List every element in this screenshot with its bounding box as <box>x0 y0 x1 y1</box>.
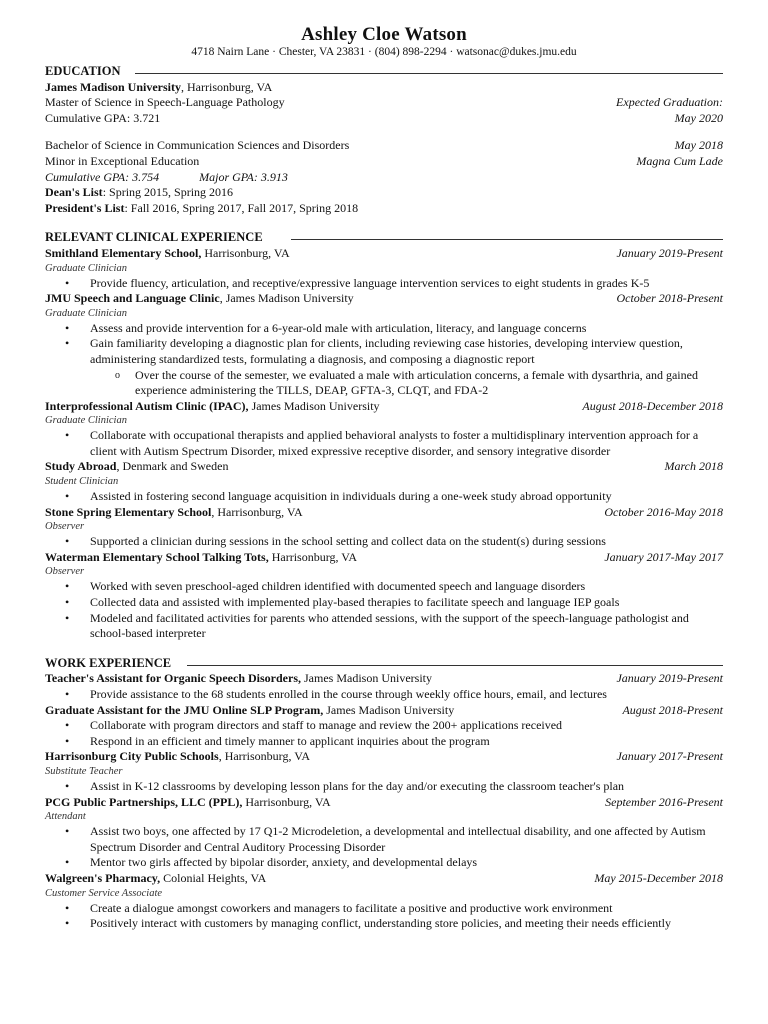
entry-header-row <box>45 795 723 811</box>
experience-entry <box>45 459 723 504</box>
entry-bullets <box>45 779 723 795</box>
resume-body <box>45 62 723 932</box>
entry-bullets <box>45 534 723 550</box>
entry-date: March 2018 <box>664 459 723 474</box>
entry-header-row <box>45 871 723 887</box>
entry-role: Graduate Clinician <box>45 415 127 427</box>
entry-date: January 2017-May 2017 <box>604 549 723 564</box>
entry-organization: Interprofessional Autism Clinic (IPAC), <box>45 398 249 413</box>
entry-location: James Madison University <box>248 398 380 413</box>
entry-role: Observer <box>45 521 85 533</box>
entry-header-row <box>45 749 723 765</box>
section-title-text: WORK EXPERIENCE <box>45 655 172 670</box>
entry-location: , James Madison University <box>219 291 354 306</box>
bs-honor: Magna Cum Lade <box>636 153 723 168</box>
entry-location: Harrisonburg, VA <box>201 245 290 260</box>
deans-list-value: : Spring 2015, Spring 2016 <box>102 185 234 200</box>
experience-entry <box>45 671 723 702</box>
presidents-list-value: : Fall 2016, Spring 2017, Fall 2017, Spring 2018 <box>124 200 359 215</box>
entry-organization: Walgreen's Pharmacy, <box>45 870 161 885</box>
bullet-item: • Provide assistance to the 68 students enrolled in the course through weekly office hours, email, and lectures <box>45 687 723 703</box>
entry-org-location <box>45 871 266 887</box>
entry-bullets <box>45 276 723 292</box>
entry-header-row <box>45 550 723 566</box>
section-clinical-title <box>45 230 723 246</box>
section-rule <box>291 239 723 240</box>
entry-header-row <box>45 505 723 521</box>
entry-organization: Teacher's Assistant for Organic Speech Disorders, <box>45 671 301 686</box>
school-name: James Madison University <box>45 79 181 94</box>
section-title-text: RELEVANT CLINICAL EXPERIENCE <box>45 230 263 245</box>
entry-bullets <box>45 824 723 871</box>
entry-location: James Madison University <box>301 671 432 686</box>
entry-org-location <box>45 246 290 262</box>
entry-role: Customer Service Associate <box>45 887 163 899</box>
entry-role: Student Clinician <box>45 476 119 488</box>
entry-header-row <box>45 459 723 475</box>
entry-organization: Harrisonburg City Public Schools <box>45 749 219 764</box>
entry-role: Graduate Clinician <box>45 262 127 274</box>
ms-degree-row <box>45 95 723 111</box>
education-school-row <box>45 80 723 96</box>
bs-minor: Minor in Exceptional Education <box>45 153 200 168</box>
entry-header-row <box>45 291 723 307</box>
entry-org-location <box>45 550 357 566</box>
work-experience-list <box>45 671 723 931</box>
section-rule <box>187 665 723 666</box>
entry-org-location <box>45 749 310 765</box>
entry-organization: Stone Spring Elementary School <box>45 504 212 519</box>
entry-bullets <box>45 687 723 703</box>
entry-role: Observer <box>45 566 85 578</box>
entry-location: James Madison University <box>323 702 455 717</box>
bullet-item: • Assist in K-12 classrooms by developing lesson plans for the day and/or executing the classroom teacher's plan <box>45 779 723 795</box>
ms-gpa: Cumulative GPA: 3.721 <box>45 110 161 125</box>
experience-entry <box>45 550 723 642</box>
entry-location: Harrisonburg, VA <box>268 549 358 564</box>
education-section <box>45 80 723 217</box>
spacer <box>45 126 723 138</box>
entry-header-row <box>45 703 723 719</box>
entry-org-location <box>45 671 432 687</box>
bullet-item: • Create a dialogue amongst coworkers and managers to facilitate a positive and productive work environment <box>45 901 723 917</box>
entry-location: , Harrisonburg, VA <box>211 504 303 519</box>
entry-bullets <box>45 901 723 932</box>
experience-entry <box>45 291 723 399</box>
entry-org-location <box>45 399 380 415</box>
ms-grad-date: May 2020 <box>674 110 723 125</box>
entry-header-row <box>45 671 723 687</box>
experience-entry <box>45 749 723 794</box>
entry-date: October 2016-May 2018 <box>604 504 723 519</box>
bs-date: May 2018 <box>674 138 723 153</box>
bs-minor-row <box>45 154 723 170</box>
entry-location: , Denmark and Sweden <box>116 459 229 474</box>
school-location: , Harrisonburg, VA <box>181 79 273 94</box>
experience-entry <box>45 399 723 460</box>
entry-location: , Harrisonburg, VA <box>218 749 311 764</box>
bullet-item: • Collaborate with occupational therapists and applied behavioral analysts to foster a multidisplinary intervention approach for a client with Autism Spectrum Disorder, mixed expressive receptive disorder, and sensory integrative disorder <box>45 428 723 459</box>
bullet-item: • Supported a clinician during sessions in the school setting and collect data on the student(s) during sessions <box>45 534 723 550</box>
experience-entry <box>45 703 723 750</box>
bs-degree-row <box>45 138 723 154</box>
bullet-item: • Assist two boys, one affected by 17 Q1-2 Microdeletion, a developmental and intellectual disability, and one affected by Autism Spectrum Disorder and Central Auditory Processing Disorder <box>45 824 723 855</box>
bullet-item: • Provide fluency, articulation, and receptive/expressive language intervention services to eight students in grades K-5 <box>45 276 723 292</box>
ms-gpa-row <box>45 111 723 127</box>
bs-major-gpa: Major GPA: 3.913 <box>199 169 288 184</box>
bullet-item: • Respond in an efficient and timely manner to applicant inquiries about the program <box>45 734 723 750</box>
entry-location: Colonial Heights, VA <box>160 870 267 885</box>
entry-organization: Study Abroad <box>45 459 117 474</box>
bullet-item: • Assisted in fostering second language acquisition in individuals during a one-week study abroad opportunity <box>45 489 723 505</box>
entry-role: Attendant <box>45 811 86 823</box>
bullet-item: • Mentor two girls affected by bipolar disorder, anxiety, and developmental delays <box>45 855 723 871</box>
entry-header-row <box>45 246 723 262</box>
section-rule <box>135 73 723 74</box>
sub-bullet-item: o Over the course of the semester, we evaluated a male with articulation concerns, a female with dysarthria, and gained experience administering the TILLS, DEAP, GFTA-3, CLQT, and FDA-2 <box>45 368 723 399</box>
bs-degree: Bachelor of Science in Communication Sciences and Disorders <box>45 138 350 153</box>
entry-bullets <box>45 718 723 749</box>
clinical-experience-list <box>45 246 723 642</box>
entry-date: January 2019-Present <box>616 245 723 260</box>
bullet-item: • Gain familiarity developing a diagnostic plan for clients, including reviewing case histories, developing interview question, administering standardized tests, formulating a diagnosis, and composing a diagnostic report <box>45 336 723 367</box>
entry-organization: PCG Public Partnerships, LLC (PPL), <box>45 794 243 809</box>
entry-organization: Graduate Assistant for the JMU Online SLP Program, <box>45 702 324 717</box>
entry-bullets <box>45 428 723 459</box>
entry-organization: Smithland Elementary School, <box>45 245 202 260</box>
entry-organization: Waterman Elementary School Talking Tots, <box>45 549 269 564</box>
experience-entry <box>45 246 723 291</box>
ms-grad-label: Expected Graduation: <box>616 95 723 110</box>
entry-date: September 2016-Present <box>605 794 723 809</box>
entry-date: January 2017-Present <box>616 749 723 764</box>
entry-org-location <box>45 703 454 719</box>
entry-org-location <box>45 795 331 811</box>
bullet-item: • Modeled and facilitated activities for parents who attended sessions, with the support of the speech-language pathologist and school-based interpreter <box>45 611 723 642</box>
bullet-item: • Assess and provide intervention for a 6-year-old male with articulation, literacy, and language concerns <box>45 321 723 337</box>
experience-entry <box>45 795 723 871</box>
entry-header-row <box>45 399 723 415</box>
bullet-item: • Worked with seven preschool-aged children identified with documented speech and language disorders <box>45 579 723 595</box>
entry-organization: JMU Speech and Language Clinic <box>45 291 220 306</box>
entry-role: Graduate Clinician <box>45 307 127 319</box>
bullet-item: • Collected data and assisted with implemented play-based therapies to facilitate speech and language IEP goals <box>45 595 723 611</box>
entry-org-location <box>45 505 303 521</box>
presidents-list-row <box>45 201 723 217</box>
entry-date: October 2018-Present <box>616 291 723 306</box>
experience-entry <box>45 871 723 932</box>
bullet-item: • Collaborate with program directors and staff to manage and review the 200+ applications received <box>45 718 723 734</box>
experience-entry <box>45 505 723 550</box>
entry-location: Harrisonburg, VA <box>242 794 331 809</box>
section-title-text: EDUCATION <box>45 64 121 78</box>
entry-bullets <box>45 489 723 505</box>
entry-org-location <box>45 459 228 475</box>
section-education-title <box>45 64 723 80</box>
entry-date: August 2018-Present <box>622 702 723 717</box>
spacer <box>45 216 723 228</box>
deans-list-label: Dean's List <box>45 185 103 200</box>
deans-list-row <box>45 185 723 201</box>
entry-date: January 2019-Present <box>616 671 723 686</box>
bs-gpa-row <box>45 170 723 186</box>
bs-cumulative-gpa: Cumulative GPA: 3.754 <box>45 169 160 184</box>
entry-bullets <box>45 579 723 641</box>
contact-line: 4718 Nairn Lane · Chester, VA 23831 · (804) 898-2294 · watsonac@dukes.jmu.edu <box>191 46 577 58</box>
entry-date: August 2018-December 2018 <box>582 398 723 413</box>
entry-date: May 2015-December 2018 <box>594 870 723 885</box>
entry-role: Substitute Teacher <box>45 765 123 777</box>
entry-org-location <box>45 291 354 307</box>
entry-bullets <box>45 321 723 399</box>
bullet-item: • Positively interact with customers by managing conflict, understanding store policies, and meeting their needs efficiently <box>45 916 723 932</box>
section-work-title <box>45 656 723 672</box>
applicant-name: Ashley Cloe Watson <box>301 24 467 45</box>
spacer <box>45 642 723 654</box>
ms-degree: Master of Science in Speech-Language Pathology <box>45 95 285 110</box>
presidents-list-label: President's List <box>45 200 125 215</box>
